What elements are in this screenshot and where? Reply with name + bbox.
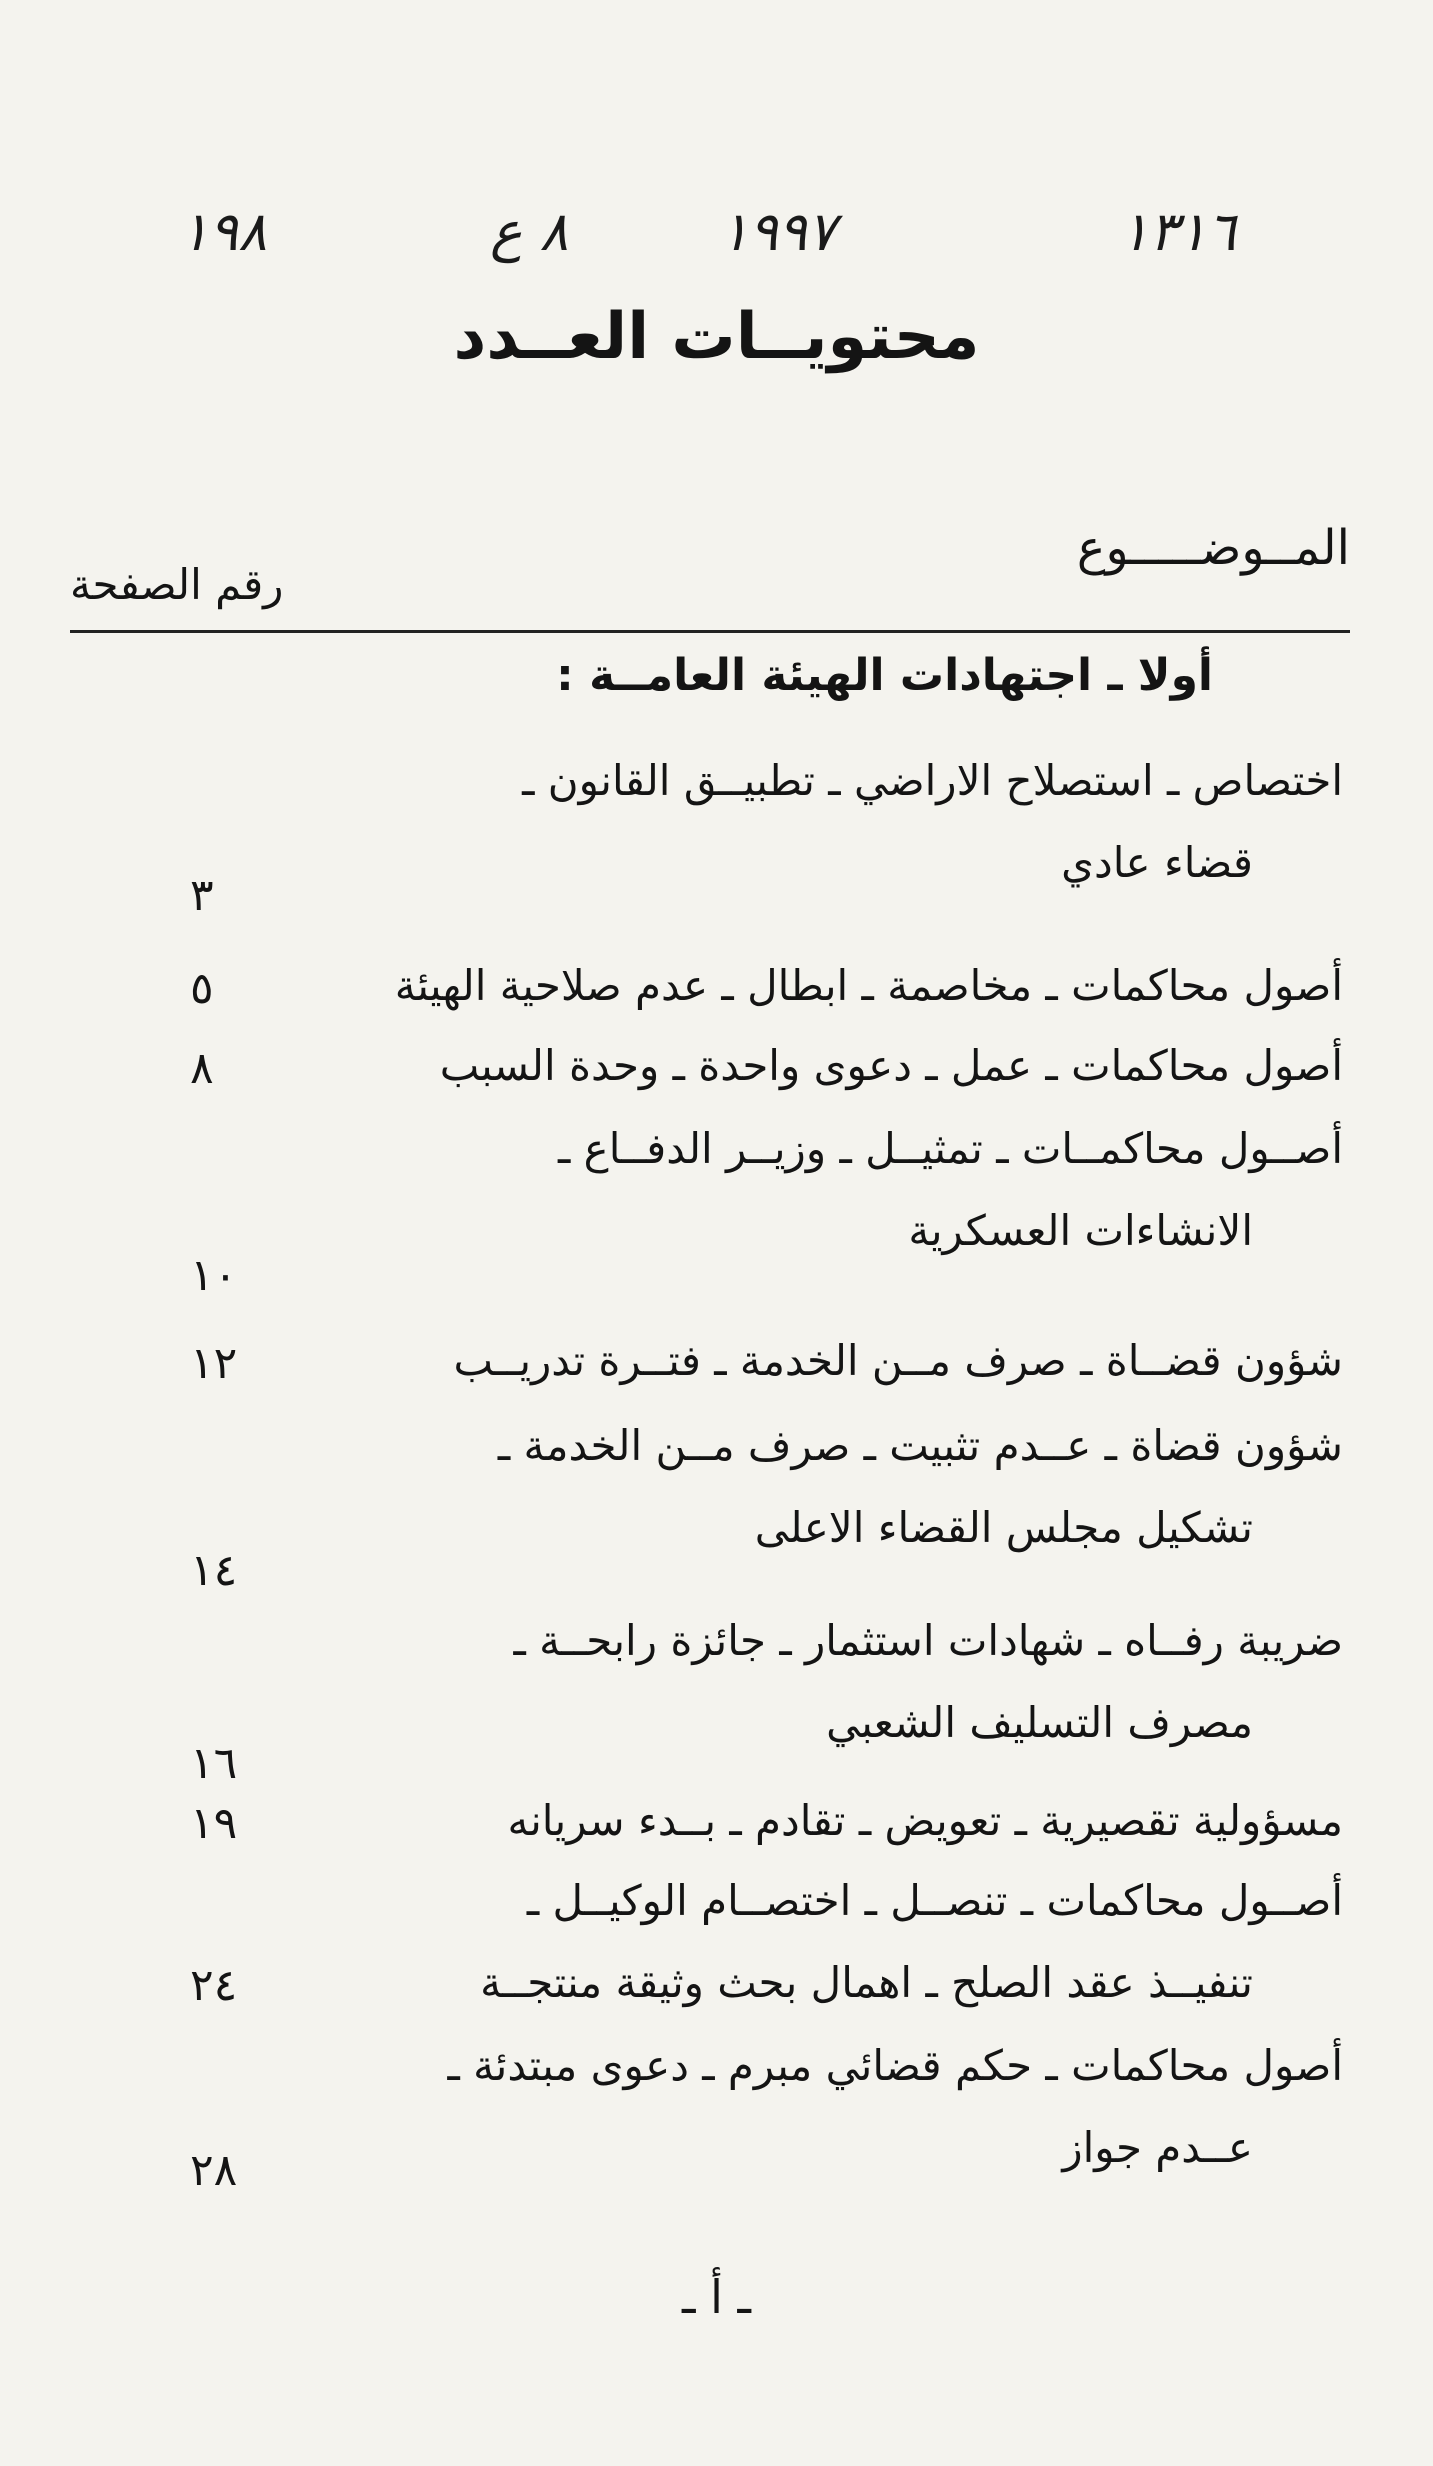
entry-line-continued: عــدم جواز (1062, 2123, 1253, 2172)
entry-text (293, 1108, 1343, 1272)
entry-line: اختصاص ـ استصلاح الاراضي ـ تطبيــق القانون ـ (522, 756, 1343, 805)
entry-line: ضريبة رفــاه ـ شهادات استثمار ـ جائزة رابحــة ـ (513, 1616, 1343, 1665)
entry-text (293, 1320, 1343, 1402)
handwritten-number: ١٩٨ (180, 200, 268, 263)
entry-text (293, 1405, 1343, 1569)
entry-text (293, 1600, 1343, 1764)
page-column-label: رقم الصفحة (70, 560, 284, 609)
entry-line: شؤون قضــاة ـ صرف مــن الخدمة ـ فتــرة تدريــب (453, 1336, 1343, 1385)
handwritten-issue: ٨ ع (490, 200, 569, 263)
page-title: محتويــات العــدد (453, 300, 980, 374)
entry-text (293, 1025, 1343, 1107)
entry-text (293, 1860, 1343, 2024)
entry-page-number: ٢٤ (190, 1960, 238, 2011)
entry-page-number: ١٩ (190, 1798, 238, 1849)
entry-line: أصول محاكمات ـ مخاصمة ـ ابطال ـ عدم صلاحية الهيئة (394, 961, 1343, 1010)
entry-line: أصــول محاكمــات ـ تمثيــل ـ وزيــر الدفــاع ـ (558, 1124, 1343, 1173)
topic-column-label: المــوضـــــوع (1076, 520, 1350, 576)
entry-page-number: ٥ (190, 963, 214, 1014)
entry-text (293, 945, 1343, 1027)
entry-line: أصــول محاكمات ـ تنصــل ـ اختصــام الوكيــل ـ (526, 1876, 1343, 1925)
entry-line-continued: الانشاءات العسكرية (908, 1206, 1253, 1255)
entry-line: مسؤولية تقصيرية ـ تعويض ـ تقادم ـ بــدء سريانه (507, 1796, 1343, 1845)
entry-line: أصول محاكمات ـ حكم قضائي مبرم ـ دعوى مبتدئة ـ (447, 2041, 1343, 2090)
entry-line: شؤون قضاة ـ عــدم تثبيت ـ صرف مــن الخدمة ـ (497, 1421, 1343, 1470)
entry-line: أصول محاكمات ـ عمل ـ دعوى واحدة ـ وحدة السبب (439, 1041, 1343, 1090)
entry-line-continued: تنفيــذ عقد الصلح ـ اهمال بحث وثيقة منتجــة (480, 1958, 1253, 2007)
entry-text (293, 1780, 1343, 1862)
entry-page-number: ١٠ (190, 1250, 238, 1301)
entry-page-number: ١٢ (190, 1338, 238, 1389)
entry-text (293, 2025, 1343, 2189)
handwritten-hijri-year: ١٣١٦ (1120, 200, 1237, 263)
entry-page-number: ٢٨ (190, 2145, 238, 2196)
entry-page-number: ١٦ (190, 1738, 238, 1789)
entry-page-number: ٣ (190, 870, 214, 921)
entry-line-continued: مصرف التسليف الشعبي (826, 1698, 1253, 1747)
page-footer-letter: ـ أ ـ (682, 2270, 751, 2324)
entry-page-number: ١٤ (190, 1545, 238, 1596)
entry-text (293, 740, 1343, 904)
section-heading: أولا ـ اجتهادات الهيئة العامــة : (556, 650, 1213, 701)
handwritten-annotation (160, 200, 1300, 290)
entry-line-continued: قضاء عادي (1061, 838, 1253, 887)
entry-page-number: ٨ (190, 1043, 214, 1094)
toc-header (70, 520, 1350, 633)
entry-line-continued: تشكيل مجلس القضاء الاعلى (754, 1503, 1253, 1552)
handwritten-year: ١٩٩٧ (720, 200, 837, 263)
